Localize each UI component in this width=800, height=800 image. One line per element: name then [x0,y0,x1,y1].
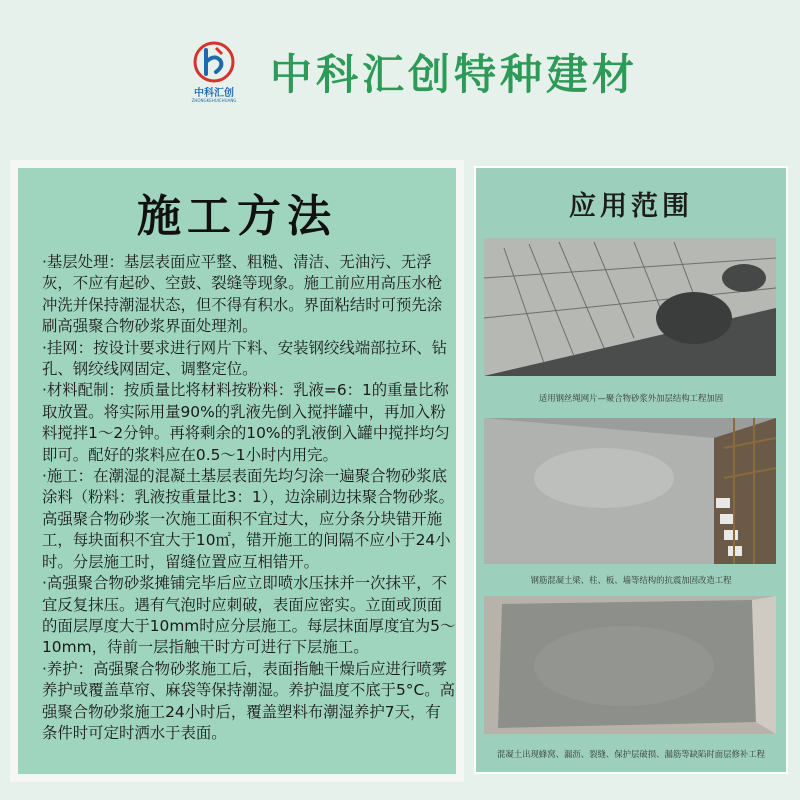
method-title: 施工方法 [137,191,337,242]
caption-mesh-reinforcement: 适用钢丝绳网片—聚合物砂浆外加层结构工程加固 [538,393,724,403]
method-paragraph-plastering: ·高强聚合物砂浆摊铺完毕后应立即喷水压抹并一次抹平，不宜反复抹压。遇有气泡时应刺破，表面应密实。立面或顶面的面层厚度大于10mm时应分层施工。每层抹面厚度宜为5～10mm，待前一层指触干时方可进行下层施工。 [42,574,456,657]
method-paragraph-base: ·基层处理：基层表面应平整、粗糙、清洁、无油污、无浮灰，不应有起砂、空鼓、裂缝等现象。施工前应用高压水枪冲洗并保持潮湿状态，但不得有积水。界面粘结时可预先涂刷高强聚合物砂浆界面处理剂。 [42,253,443,336]
header [0,0,800,150]
caption-seismic-retrofit: 钢筋混凝土梁、柱、板、墙等结构的抗震加固改造工程 [530,575,732,585]
scope-title: 应用范围 [569,191,693,222]
application-scope-panel [474,166,788,774]
logo-text: 中科汇创 [194,88,234,99]
logo-subtext: ZHONGKEHUICHUANG [191,98,237,103]
method-paragraph-curing: ·养护：高强聚合物砂浆施工后，表面指触干燥后应进行喷雾养护或覆盖草帘、麻袋等保持潮湿。养护温度不底于5°C。高强聚合物砂浆施工24小时后，覆盖塑料布潮湿养护7天，有条件时可定时洒水于表面。 [42,659,455,742]
caption-surface-repair: 混凝土出现蜂窝、漏沥、裂缝、保护层破损、漏筋等缺陷时面层修补工程 [497,749,765,759]
method-paragraph-mesh: ·挂网：按设计要求进行网片下料、安装钢绞线端部拉环、钻孔、钢绞线网固定、调整定位。 [42,338,448,379]
photo-mesh-reinforcement [484,238,776,376]
method-paragraph-construction: ·施工：在潮湿的混凝土基层表面先均匀涂一遍聚合物砂浆底涂料（粉料：乳液按重量比3：1），边涂刷边抹聚合物砂浆。高强聚合物砂浆一次施工面积不宜过大，应分条分块错开施工，每块面积不宜大于10㎡，错开施工的间隔不应小于24小时。分层施工时，留缝位置应互相错开。 [42,467,455,571]
method-paragraph-mixing: ·材料配制：按质量比将材料按粉料：乳液=6：1的重量比称取放置。将实际用量90%的乳液先倒入搅拌罐中，再加入粉料搅拌1～2分钟。再将剩余的10%的乳液倒入罐中搅拌均匀即可。配好的浆料应在0.5～1小时内用完。 [42,381,450,464]
photo-seismic-retrofit [484,418,776,564]
method-body [42,252,456,744]
construction-method-panel [10,160,464,782]
photo-surface-repair [484,596,776,734]
brand-name: 中科汇创特种建材 [270,50,639,99]
